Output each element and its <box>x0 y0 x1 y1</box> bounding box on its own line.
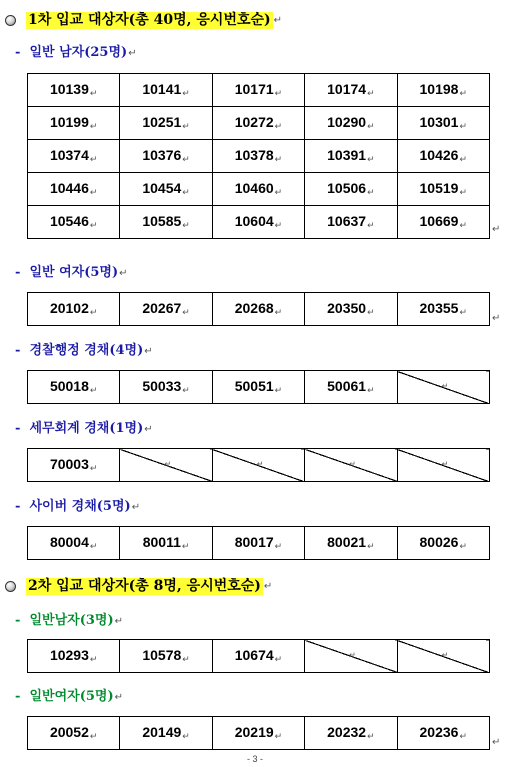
table-cell: 10199↵ <box>28 107 120 140</box>
table-cell: 10637↵ <box>305 206 397 239</box>
table-cell: 80017↵ <box>212 527 304 560</box>
paragraph-mark-icon: ↵ <box>114 692 123 703</box>
group-label-text: 일반남자(3명) <box>29 613 114 628</box>
table-cell: 10506↵ <box>305 173 397 206</box>
group-general-female-label: - 일반 여자(5명)↵ <box>15 265 128 280</box>
table-cell: 80004↵ <box>28 527 120 560</box>
table-cell: 20219↵ <box>212 717 304 750</box>
table-cell: 10171↵ <box>212 74 304 107</box>
table-row <box>28 717 490 750</box>
table-cell: 10519↵ <box>397 173 489 206</box>
table-row <box>28 140 490 173</box>
general-male-table <box>27 73 490 239</box>
table-cell: 10198↵ <box>397 74 489 107</box>
paragraph-mark-icon: ↵ <box>119 268 128 279</box>
table-cell: 20052↵ <box>28 717 120 750</box>
table-cell: 20236↵ <box>397 717 489 750</box>
table-end-mark-icon: ↵ <box>492 224 501 235</box>
empty-slashed-cell <box>397 371 489 404</box>
table-cell: 10378↵ <box>212 140 304 173</box>
paragraph-mark-icon: ↵ <box>273 15 283 26</box>
table-cell: 20267↵ <box>120 293 212 326</box>
table-row <box>28 371 490 404</box>
section-2-title: 2차 입교 대상자(총 8명, 응시번호순) <box>28 578 261 594</box>
table-cell: 10272↵ <box>212 107 304 140</box>
group-label-text: 일반여자(5명) <box>29 689 114 704</box>
table-cell: 10293↵ <box>28 640 120 673</box>
table-cell: 20232↵ <box>305 717 397 750</box>
paragraph-mark-icon: ↵ <box>128 48 137 59</box>
table-cell: 10290↵ <box>305 107 397 140</box>
table-row <box>28 293 490 326</box>
circle-bullet-icon <box>5 15 16 26</box>
table-cell: 10585↵ <box>120 206 212 239</box>
table-row <box>28 449 490 482</box>
table-cell: 10604↵ <box>212 206 304 239</box>
group-cyber-label: - 사이버 경채(5명)↵ <box>15 499 141 514</box>
empty-slashed-cell <box>120 449 212 482</box>
table-cell: 10674↵ <box>212 640 304 673</box>
table-cell: 10139↵ <box>28 74 120 107</box>
table-row <box>28 527 490 560</box>
paragraph-mark-icon: ↵ <box>263 581 273 592</box>
table-cell: 10578↵ <box>120 640 212 673</box>
table-row <box>28 206 490 239</box>
table-cell: 10141↵ <box>120 74 212 107</box>
table-cell: 10374↵ <box>28 140 120 173</box>
table-cell: 10546↵ <box>28 206 120 239</box>
general-female-table <box>27 292 490 326</box>
table-cell: 50018↵ <box>28 371 120 404</box>
group-label-text: 일반 남자(25명) <box>29 45 128 60</box>
paragraph-mark-icon: ↵ <box>144 424 153 435</box>
dash-bullet: - <box>15 45 21 60</box>
table-cell: 50033↵ <box>120 371 212 404</box>
general-male-2-table <box>27 639 490 673</box>
tax-accounting-table <box>27 448 490 482</box>
table-cell: 20102↵ <box>28 293 120 326</box>
table-cell: 10446↵ <box>28 173 120 206</box>
group-label-text: 사이버 경채(5명) <box>29 499 131 514</box>
group-general-female-2-label: - 일반여자(5명)↵ <box>15 689 123 704</box>
section-1-heading <box>5 12 282 29</box>
group-general-male-2-label: - 일반남자(3명)↵ <box>15 613 123 628</box>
group-general-male-label <box>15 45 137 62</box>
group-label-text: 세무회계 경채(1명) <box>29 421 144 436</box>
table-cell: 10301↵ <box>397 107 489 140</box>
table-cell: 10376↵ <box>120 140 212 173</box>
table-cell: 10426↵ <box>397 140 489 173</box>
empty-slashed-cell <box>397 449 489 482</box>
empty-slashed-cell <box>305 640 397 673</box>
table-cell: 80011↵ <box>120 527 212 560</box>
table-cell: 10174↵ <box>305 74 397 107</box>
table-cell: 10669↵ <box>397 206 489 239</box>
table-cell: 20268↵ <box>212 293 304 326</box>
table-cell: 70003↵ <box>28 449 120 482</box>
table-cell: 20350↵ <box>305 293 397 326</box>
table-cell: 50051↵ <box>212 371 304 404</box>
group-label-text: 경찰행정 경채(4명) <box>29 343 144 358</box>
table-cell: 20149↵ <box>120 717 212 750</box>
table-cell: 80026↵ <box>397 527 489 560</box>
table-row <box>28 640 490 673</box>
table-end-mark-icon: ↵ <box>492 313 501 324</box>
table-cell: 20355↵ <box>397 293 489 326</box>
table-cell: 10454↵ <box>120 173 212 206</box>
table-cell: 10251↵ <box>120 107 212 140</box>
table-cell: 10460↵ <box>212 173 304 206</box>
table-row <box>28 74 490 107</box>
section-1-title: 1차 입교 대상자(총 40명, 응시번호순) <box>28 12 271 28</box>
group-label-text: 일반 여자(5명) <box>29 265 119 280</box>
table-row <box>28 107 490 140</box>
paragraph-mark-icon: ↵ <box>131 502 141 513</box>
page-number: - 3 - <box>247 754 264 764</box>
group-police-admin-label: - 경찰행정 경채(4명)↵ <box>15 343 153 358</box>
table-cell: 50061↵ <box>305 371 397 404</box>
circle-bullet-icon <box>5 581 16 592</box>
table-cell: 10391↵ <box>305 140 397 173</box>
police-admin-table <box>27 370 490 404</box>
empty-slashed-cell <box>305 449 397 482</box>
general-female-2-table <box>27 716 490 750</box>
paragraph-mark-icon: ↵ <box>144 346 153 357</box>
empty-slashed-cell <box>397 640 489 673</box>
table-row <box>28 173 490 206</box>
section-2-heading <box>5 578 272 595</box>
cyber-table <box>27 526 490 560</box>
table-cell: 80021↵ <box>305 527 397 560</box>
empty-slashed-cell <box>212 449 304 482</box>
table-end-mark-icon: ↵ <box>492 737 501 748</box>
group-tax-accounting-label: - 세무회계 경채(1명)↵ <box>15 421 153 436</box>
paragraph-mark-icon: ↵ <box>114 616 123 627</box>
